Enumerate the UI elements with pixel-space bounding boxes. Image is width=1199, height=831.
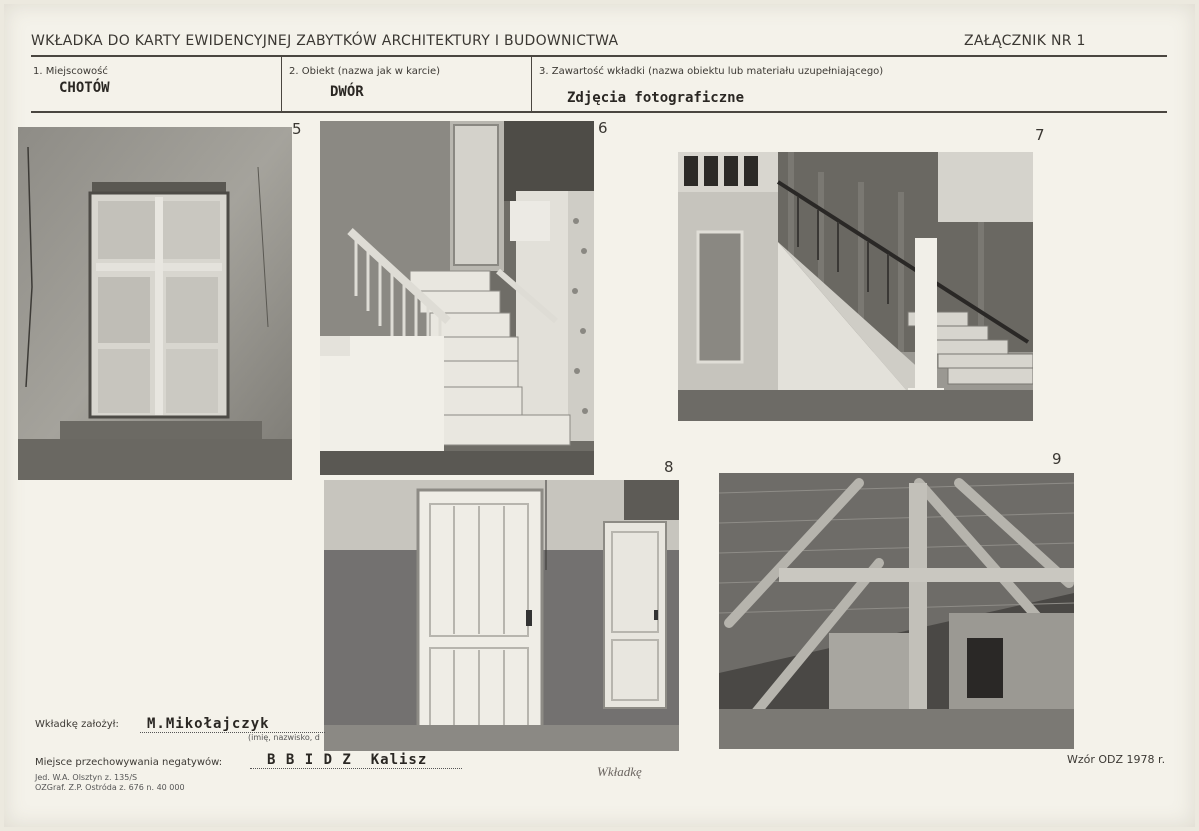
- print-info-line1: Jed. W.A. Olsztyn z. 135/S: [35, 773, 138, 782]
- locality-value: CHOTÓW: [59, 80, 110, 96]
- photo-number: 8: [664, 458, 674, 476]
- header-rule: [31, 55, 1167, 57]
- photo-number: 5: [292, 120, 302, 138]
- photo-number: 6: [598, 119, 608, 137]
- template-label: Wzór ODZ 1978 r.: [1067, 753, 1166, 766]
- field-divider: [531, 57, 532, 112]
- compiled-by-note: (imię, nazwisko, d: [248, 733, 320, 742]
- compiled-by-value: M.Mikołajczyk: [147, 716, 270, 732]
- photo-staircase-hall: [678, 152, 1033, 421]
- content-label: 3. Zawartość wkładki (nazwa obiektu lub materiału uzupełniającego): [539, 66, 884, 77]
- print-info-line2: OZGraf. Z.P. Ostróda z. 676 n. 40 000: [35, 783, 185, 792]
- photo-staircase-bedroom: [320, 121, 594, 475]
- card-title: WKŁADKA DO KARTY EWIDENCYJNEJ ZABYTKÓW ARCHITEKTURY I BUDOWNICTWA: [31, 33, 619, 49]
- negatives-storage-value: B B I D Z Kalisz: [267, 752, 428, 768]
- negatives-storage-label: Miejsce przechowywania negatywów:: [35, 757, 223, 768]
- object-label: 2. Obiekt (nazwa jak w karcie): [289, 66, 441, 77]
- locality-label: 1. Miejscowość: [33, 66, 108, 77]
- insert-stamp: Wkładkę: [597, 764, 642, 779]
- field-divider: [281, 57, 282, 112]
- fields-rule: [31, 111, 1167, 113]
- content-value: Zdjęcia fotograficzne: [567, 90, 745, 106]
- compiled-by-label: Wkładkę założył:: [35, 719, 119, 730]
- object-value: DWÓR: [330, 84, 364, 100]
- photo-doors: [324, 480, 679, 751]
- photo-number: 9: [1052, 450, 1062, 468]
- photo-attic: [719, 473, 1074, 749]
- annex-number: ZAŁĄCZNIK NR 1: [964, 33, 1086, 49]
- photo-number: 7: [1035, 126, 1045, 144]
- photo-window: [18, 127, 292, 480]
- negatives-storage-line: [250, 768, 462, 769]
